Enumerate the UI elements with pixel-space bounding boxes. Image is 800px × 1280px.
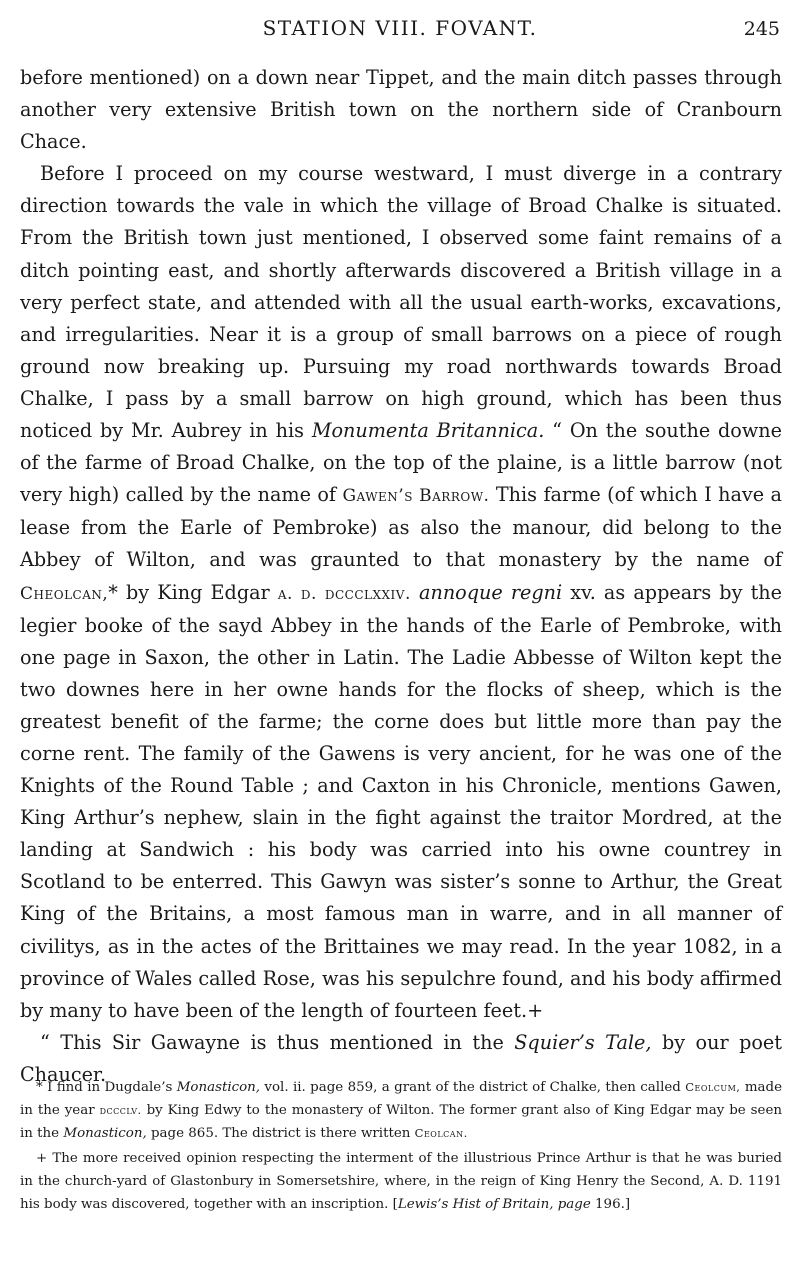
text-run: xv. as appears by the legier booke of the sayd Abbey in the hands of the Earle of Pembroke, with one page in Saxon, the other in Latin. The Ladie Abbesse of Wilton kept the two downes here in her owne hands for the flocks of sheep, which is the greatest benefit of the farme; the corne does but little more than pay the corne rent. The family of the Gawens is very ancient, for he was one of the Knights of the Round Table ; and Caxton in his Chronicle, mentions Gawen, King Arthur’s nephew, slain in the fight against the traitor Mordred, at the landing at Sandwich : his body was carried into his owne countrey in Scotland to be enterred. This Gawyn was sister’s sonne to Arthur, the Great King of the Britains, a most famous man in warre, and in all manner of civilitys, as in the actes of the Brittaines we may read. In the year 1082, in a province of Wales called Rose, was his sepulchre found, and his body affirmed by many to have been of the length of fourteen feet.+ [20,580,782,1022]
small-caps-date: dccclv. [99,1103,142,1117]
text-run: 196.] [590,1197,631,1212]
text-run: Before I proceed on my course westward, I must diverge in a contrary direction towards the vale in which the village of Broad Chalke is situated. From the British town just mentioned, I observed some faint remains of a ditch pointing east, and shortly afterwards discovered a British village in a very perfect state, and attended with all the usual earth-works, excavations, and irregularities. Near it is a group of small barrows on a piece of rough ground now breaking up. Pursuing my road northwards towards Broad Chalke, I pass by a small barrow on high ground, which has been thus noticed by Mr. Aubrey in his [20,162,782,443]
footnotes [20,1076,782,1218]
paragraph-1: before mentioned) on a down near Tippet, and the main ditch passes through another very extensive British town on the northern side of Cranbourn Chace. [20,66,782,154]
running-title: STATION VIII. FOVANT. [262,16,538,40]
small-caps-name: Gawen’s Barrow. [342,486,490,507]
text-run: page 865. The district is there written [146,1126,415,1141]
footnote-1 [20,1076,782,1145]
small-caps-date: a. d. dccclxxiv. [277,583,411,604]
text-run: made in the year [20,1080,783,1118]
main-text [20,62,782,1091]
italic-title: Monasticon, [63,1126,147,1141]
paragraph-2 [20,158,782,1027]
small-caps-name: Cheolcan, [20,583,109,604]
text-run: vol. ii. page 859, a grant of the district of Chalke, then called [260,1080,686,1095]
small-caps-name: Ceolcan. [414,1126,468,1140]
text-run: * by King Edgar [108,580,278,604]
running-head [20,14,780,44]
text-run: by our poet Chaucer. [20,1030,782,1086]
italic-phrase: annoque regni [419,580,563,604]
footnote-2 [20,1147,782,1216]
text-run: “ On the southe downe of the farme of Broad Chalke, on the top of the plaine, is a little barrow (not very high) called by the name of [20,419,782,507]
italic-citation: Lewis’s Hist of Britain, page [397,1197,591,1212]
text-run: “ This Sir Gawayne is thus mentioned in the [40,1030,515,1054]
text-run: * I find in Dugdale’s [36,1080,177,1095]
text-run: + The more received opinion respecting the interment of the illustrious Prince Arthur is that he was buried in the church-yard of Glastonbury in Somersetshire, where, in the reign of King Henry the Second, A. D. 1191 his body was discovered, together with an inscription. [ [20,1151,782,1212]
italic-title: Squier’s Tale, [514,1030,652,1054]
text-run: by King Edwy to the monastery of Wilton. The former grant also of King Edgar may be seen in the [20,1103,782,1141]
italic-title: Monasticon, [176,1080,261,1095]
small-caps-name: Ceolcum, [685,1080,741,1094]
text-run: This farme (of which I have a lease from the Earle of Pembroke) as also the manour, did belong to the Abbey of Wilton, and was graunted to that monastery by the name of [20,483,782,572]
italic-title: Monumenta Britannica. [311,419,545,443]
page-number: 245 [743,18,780,40]
